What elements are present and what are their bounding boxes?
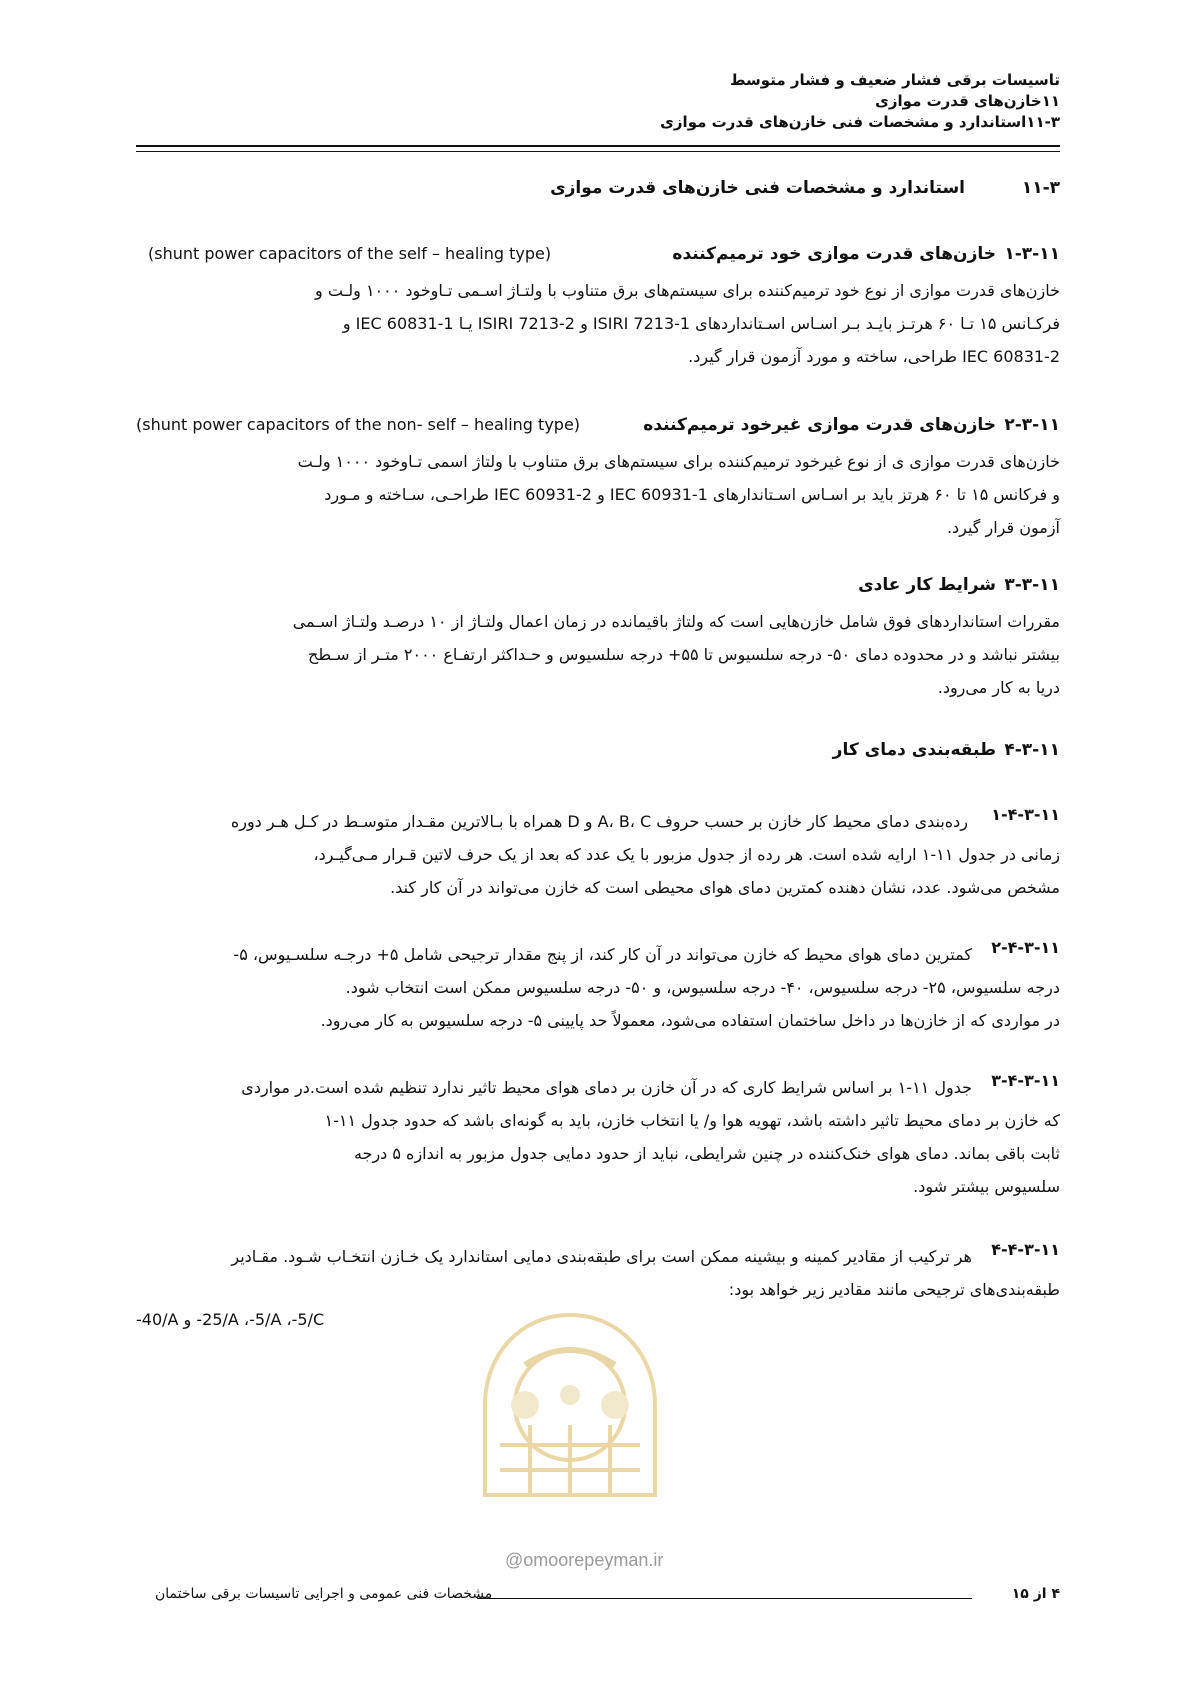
header-line-1: تاسیسات برقی فشار ضعیف و فشار متوسط bbox=[729, 71, 1060, 89]
body-line: هر ترکیب از مقادیر کمینه و بیشینه ممکن است برای طبقه‌بندی دمایی استاندارد یک خـازن انتخـاب شـود. مقـادیر bbox=[231, 1247, 972, 1266]
omoorepeyman-emblem-icon bbox=[470, 1295, 670, 1535]
clause-body bbox=[136, 805, 968, 838]
body-line: کمترین دمای هوای محیط که خازن می‌تواند در آن کار کند، از پنج مقدار ترجیحی شامل ۵+ درجـه سلسـیوس، ۵- bbox=[233, 945, 972, 964]
clause-body-continued bbox=[136, 1104, 1060, 1203]
body-line: IEC 60831-2 طراحی، ساخته و مورد آزمون قرار گیرد. bbox=[688, 347, 1060, 366]
subsection-body bbox=[136, 605, 1060, 704]
body-line: زمانی در جدول ۱۱-۱ ارایه شده است. هر رده از جدول مزبور با یک عدد که بعد از یک حرف لاتین قـرار مـی‌گیـرد، bbox=[313, 845, 1060, 864]
body-line: درجه سلسیوس، ۲۵- درجه سلسیوس، ۴۰- درجه سلسیوس، و ۵۰- درجه سلسیوس ممکن است انتخاب شود. bbox=[345, 978, 1060, 997]
subsection-title: خازن‌های قدرت موازی خود ترمیم‌کننده bbox=[672, 244, 996, 264]
clause-2 bbox=[136, 938, 1060, 1038]
body-line: خازن‌های قدرت موازی از نوع خود ترمیم‌کننده برای سیستم‌های برق متناوب با ولتـاژ اسـمی تـاوخود ۱۰۰۰ ولـت و bbox=[315, 281, 1060, 300]
footer-rule bbox=[477, 1598, 972, 1599]
subsection-4 bbox=[136, 740, 1060, 770]
body-line: که خازن بر دمای محیط تاثیر داشته باشد، تهویه هوا و/ یا انتخاب خازن، باید به گونه‌ای باشد که حدود جدول ۱۱-۱ bbox=[324, 1111, 1060, 1130]
body-line: در مواردی که از خازن‌ها در داخل ساختمان استفاده می‌شود، معمولاً حد پایینی ۵- درجه سلسیوس به کار می‌رود. bbox=[320, 1011, 1060, 1030]
body-line: ثابت باقی بماند. دمای هوای خنک‌کننده در چنین شرایطی، نباید از حدود دمایی جدول مزبور به اندازه ۵ درجه bbox=[353, 1144, 1060, 1163]
body-line: آزمون قرار گیرد. bbox=[946, 518, 1060, 537]
subsection-title: خازن‌های قدرت موازی غیرخود ترمیم‌کننده bbox=[643, 415, 996, 435]
body-line: بیشتر نباشد و در محدوده دمای ۵۰- درجه سلسیوس تا ۵۵+ درجه سلسیوس و حـداکثر ارتفـاع ۲۰۰۰ متـر از سـطح bbox=[308, 645, 1060, 664]
body-line: خازن‌های قدرت موازی ی از نوع غیرخود ترمیم‌کننده برای سیستم‌های برق متناوب با ولتاژ اسمی تـاوخود ۱۰۰۰ ولـت bbox=[297, 452, 1060, 471]
body-line: مشخص می‌شود. عدد، نشان دهنده کمترین دمای هوای محیطی است که خازن می‌تواند در آن کار کند. bbox=[390, 878, 1060, 897]
running-header bbox=[660, 70, 1060, 133]
body-line: جدول ۱۱-۱ بر اساس شرایط کاری که در آن خازن بر دمای هوای محیط تاثیر ندارد تنظیم شده است.در مواردی bbox=[241, 1078, 972, 1097]
body-line: دریا به کار می‌رود. bbox=[937, 678, 1060, 697]
preferred-values: ‎-5/C‏، ‎-5/A‏، ‎-25/A‏ و ‎-40/A bbox=[136, 1310, 325, 1329]
clause-body-continued bbox=[136, 838, 1060, 904]
body-line: رده‌بندی دمای محیط کار خازن بر حسب حروف A، B، C و D همراه با بـالاترین مقـدار متوسـط در کـل هـر دوره bbox=[230, 812, 968, 831]
body-line: فرکـانس ۱۵ تـا ۶۰ هرتـز بایـد بـر اسـاس اسـتانداردهای ISIRI 7213-1 و ISIRI 7213-2 یـا IEC 60831-1 و bbox=[342, 314, 1060, 333]
body-line: مقررات استانداردهای فوق شامل خازن‌هایی است که ولتاژ باقیمانده در زمان اعمال ولتـاژ از ۱۰ درصـد ولتـاژ اسـمی bbox=[292, 612, 1060, 631]
clause-body-continued bbox=[136, 971, 1060, 1037]
subsection-body bbox=[136, 445, 1060, 544]
subsection-1 bbox=[136, 244, 1060, 374]
page-number: ۴ از ۱۵ bbox=[1011, 1586, 1060, 1602]
subsection-title: شرایط کار عادی bbox=[858, 575, 996, 595]
subsection-number: ۲-۳-۱۱ bbox=[1004, 415, 1060, 435]
subsection-number: ۴-۳-۱۱ bbox=[1004, 740, 1060, 760]
body-line: سلسیوس بیشتر شود. bbox=[913, 1177, 1060, 1196]
header-line-3: ۱۱-۳استاندارد و مشخصات فنی خازن‌های قدرت موازی bbox=[660, 113, 1060, 131]
section-heading bbox=[136, 178, 1060, 208]
clause-body bbox=[136, 938, 972, 971]
header-rule-thick bbox=[136, 145, 1060, 147]
subsection-2 bbox=[136, 415, 1060, 545]
clause-body bbox=[136, 1071, 972, 1104]
clause-number: ۲-۴-۳-۱۱ bbox=[991, 938, 1060, 957]
clause-body bbox=[136, 1240, 972, 1273]
clause-number: ۳-۴-۳-۱۱ bbox=[991, 1071, 1060, 1090]
section-number: ۱۱-۳ bbox=[1021, 178, 1060, 198]
subsection-english-title: (shunt power capacitors of the non- self – healing type) bbox=[136, 415, 581, 434]
subsection-number: ۳-۳-۱۱ bbox=[1004, 575, 1060, 595]
watermark-site: @omoorepeyman.ir bbox=[505, 1550, 664, 1570]
body-line: طبقه‌بندی‌های ترجیحی مانند مقادیر زیر خواهد بود: bbox=[728, 1280, 1060, 1299]
clause-number: ۱-۴-۳-۱۱ bbox=[991, 805, 1060, 824]
clause-number: ۴-۴-۳-۱۱ bbox=[991, 1240, 1060, 1259]
header-line-2: ۱۱خازن‌های قدرت موازی bbox=[875, 92, 1060, 110]
subsection-english-title: (shunt power capacitors of the self – healing type) bbox=[148, 244, 552, 263]
clause-3 bbox=[136, 1071, 1060, 1206]
subsection-number: ۱-۳-۱۱ bbox=[1004, 244, 1060, 264]
subsection-3 bbox=[136, 575, 1060, 705]
header-rule-thin bbox=[136, 151, 1060, 152]
body-line: و فرکانس ۱۵ تا ۶۰ هرتز باید بر اسـاس اسـتاندارهای IEC 60931-1 و IEC 60931-2 طراحـی، سـاخته و مـورد bbox=[324, 485, 1060, 504]
clause-1 bbox=[136, 805, 1060, 905]
subsection-body bbox=[136, 274, 1060, 373]
section-title: استاندارد و مشخصات فنی خازن‌های قدرت موازی bbox=[550, 178, 965, 198]
subsection-title: طبقه‌بندی دمای کار bbox=[832, 740, 996, 760]
footer-title: مشخصات فنی عمومی و اجرایی تاسیسات برقی ساختمان bbox=[155, 1586, 493, 1602]
